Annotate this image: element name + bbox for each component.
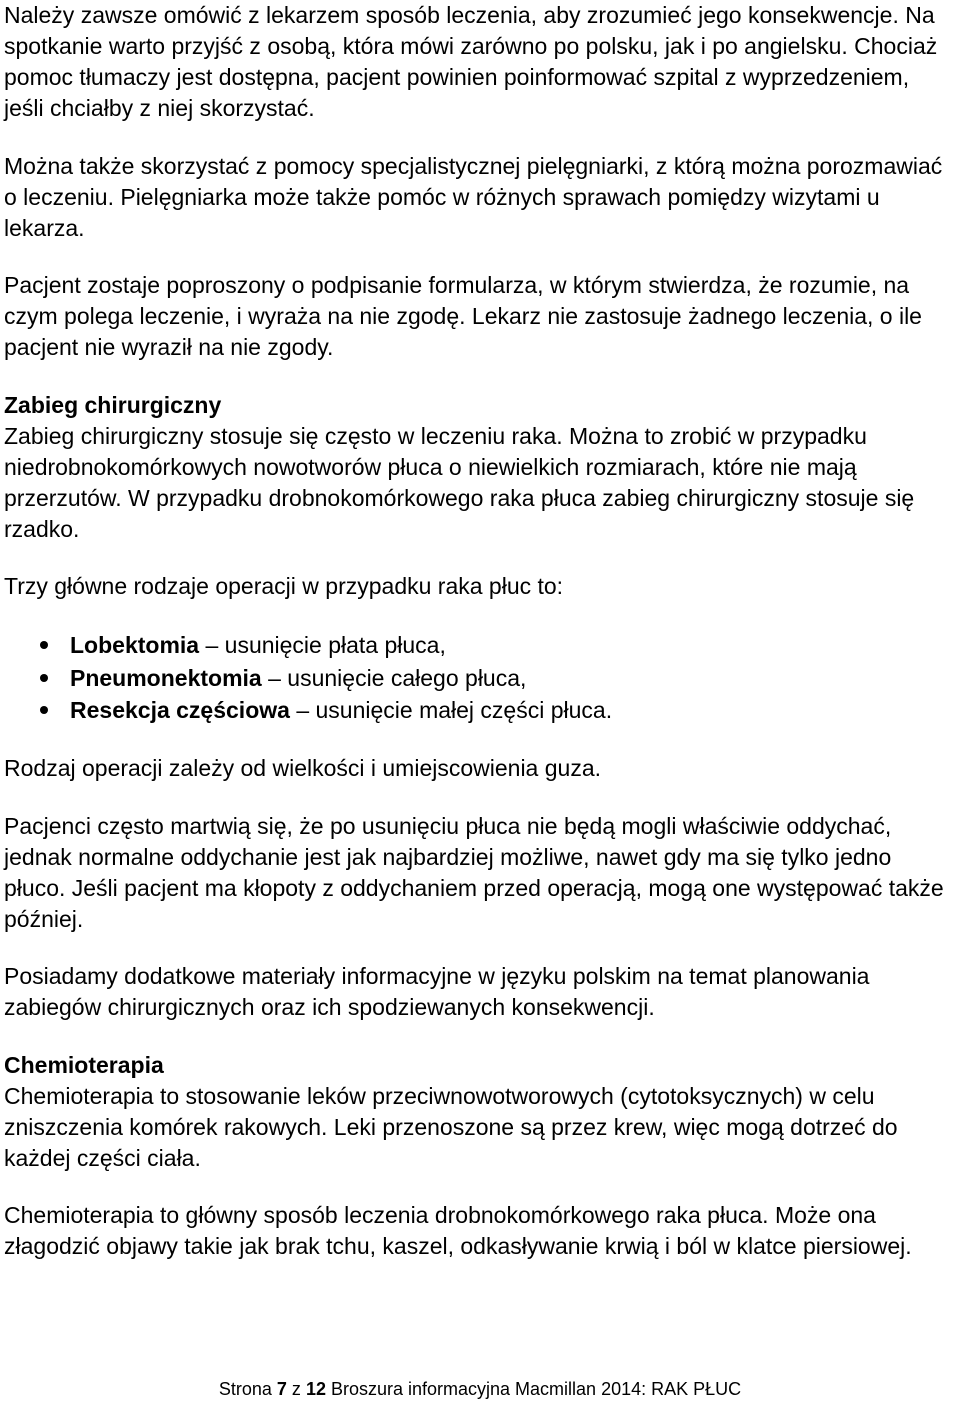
list-item [4, 629, 956, 662]
text-line: Zabieg chirurgiczny stosuje się często w leczeniu raka. Można to zrobić w przypadku [4, 422, 867, 449]
surgery-type-term: Lobektomia [70, 632, 200, 658]
text-line: niedrobnokomórkowych nowotworów płuca o niewielkich rozmiarach, które nie mają [4, 453, 857, 480]
text-line: zniszczenia komórek rakowych. Leki przenoszone są przez krew, więc mogą dotrzeć do [4, 1113, 898, 1140]
text-line: Posiadamy dodatkowe materiały informacyjne w języku polskim na temat planowania [4, 963, 870, 989]
text-line: pomoc tłumaczy jest dostępna, pacjent powinien poinformować szpital z wyprzedzeniem, [4, 64, 910, 90]
paragraph-specialist-nurse [4, 151, 956, 244]
footer-of: z [291, 1379, 301, 1399]
text-line: o leczeniu. Pielęgniarka może także pomóc w różnych sprawach pomiędzy wizytami u [4, 183, 880, 210]
surgery-type-description: – usunięcie małej części płuca. [296, 697, 613, 723]
paragraph-chemotherapy-definition [4, 1081, 956, 1174]
list-item [4, 662, 956, 695]
text-line: złagodzić objawy takie jak brak tchu, kaszel, odkasływanie krwią i ból w klatce piersiowej. [4, 1233, 912, 1259]
page-footer [0, 1378, 960, 1400]
bullet-icon [40, 706, 48, 714]
document-body [4, 0, 956, 1262]
page-number: 7 [276, 1379, 287, 1399]
bullet-icon [40, 674, 48, 682]
surgery-type-term: Pneumonektomia [70, 664, 262, 691]
surgery-types-list [4, 629, 956, 727]
text-line: przerzutów. W przypadku drobnokomórkowego raka płuca zabieg chirurgiczny stosuje się [4, 484, 915, 511]
text-line: lekarza. [4, 214, 85, 241]
section-heading-surgery: Zabieg chirurgiczny [4, 391, 222, 418]
text-line: Należy zawsze omówić z lekarzem sposób leczenia, aby zrozumieć jego konsekwencje. Na [4, 2, 935, 28]
paragraph-chemotherapy-main [4, 1200, 956, 1262]
paragraph-surgery-note [4, 753, 956, 784]
text-line: Pacjenci często martwią się, że po usunięciu płuca nie będą mogli właściwie oddychać, [4, 812, 892, 839]
list-item [4, 694, 956, 727]
text-line: później. [4, 905, 84, 932]
text-line: rzadko. [4, 515, 80, 542]
text-line: Rodzaj operacji zależy od wielkości i umiejscowienia guza. [4, 755, 602, 781]
footer-label: Strona [218, 1379, 272, 1399]
text-line: Trzy główne rodzaje operacji w przypadku raka płuc to: [4, 573, 564, 599]
paragraph-consent-form [4, 270, 956, 363]
paragraph-breathing [4, 811, 956, 935]
text-line: Chemioterapia to stosowanie leków przeciwnowotworowych (cytotoksycznych) w celu [4, 1082, 875, 1109]
paragraph-additional-materials [4, 961, 956, 1023]
text-line: Chemioterapia to główny sposób leczenia drobnokomórkowego raka płuca. Może ona [4, 1202, 876, 1228]
surgery-type-description: – usunięcie płata płuca, [205, 632, 446, 658]
text-line: pacjent nie wyraził na nie zgody. [4, 334, 334, 360]
paragraph-surgery-overview [4, 421, 956, 545]
surgery-type-description: – usunięcie całego płuca, [268, 664, 527, 691]
text-line: zabiegów chirurgicznych oraz ich spodziewanych konsekwencji. [4, 994, 655, 1020]
text-line: jeśli chciałby z niej skorzystać. [4, 95, 315, 121]
text-line: jednak normalne oddychanie jest jak najbardziej możliwe, nawet gdy ma się tylko jedno [4, 843, 892, 870]
paragraph-surgery-types-intro [4, 571, 956, 602]
footer-title: Broszura informacyjna Macmillan 2014: RAK PŁUC [330, 1379, 742, 1399]
bullet-icon [40, 641, 48, 649]
text-line: płuco. Jeśli pacjent ma kłopoty z oddychaniem przed operacją, mogą one występować także [4, 874, 944, 901]
page-total: 12 [305, 1379, 326, 1399]
text-line: Można także skorzystać z pomocy specjalistycznej pielęgniarki, z którą można porozmawiać [4, 152, 943, 179]
section-heading-chemotherapy: Chemioterapia [4, 1051, 164, 1078]
text-line: Pacjent zostaje poproszony o podpisanie formularza, w którym stwierdza, że rozumie, na [4, 272, 910, 298]
surgery-type-term: Resekcja częściowa [70, 697, 290, 723]
text-line: czym polega leczenie, i wyraża na nie zgodę. Lekarz nie zastosuje żadnego leczenia, o ile [4, 303, 922, 329]
text-line: spotkanie warto przyjść z osobą, która mówi zarówno po polsku, jak i po angielsku. Chociaż [4, 33, 938, 59]
paragraph-discuss-treatment [4, 0, 956, 124]
text-line: każdej części ciała. [4, 1144, 201, 1171]
